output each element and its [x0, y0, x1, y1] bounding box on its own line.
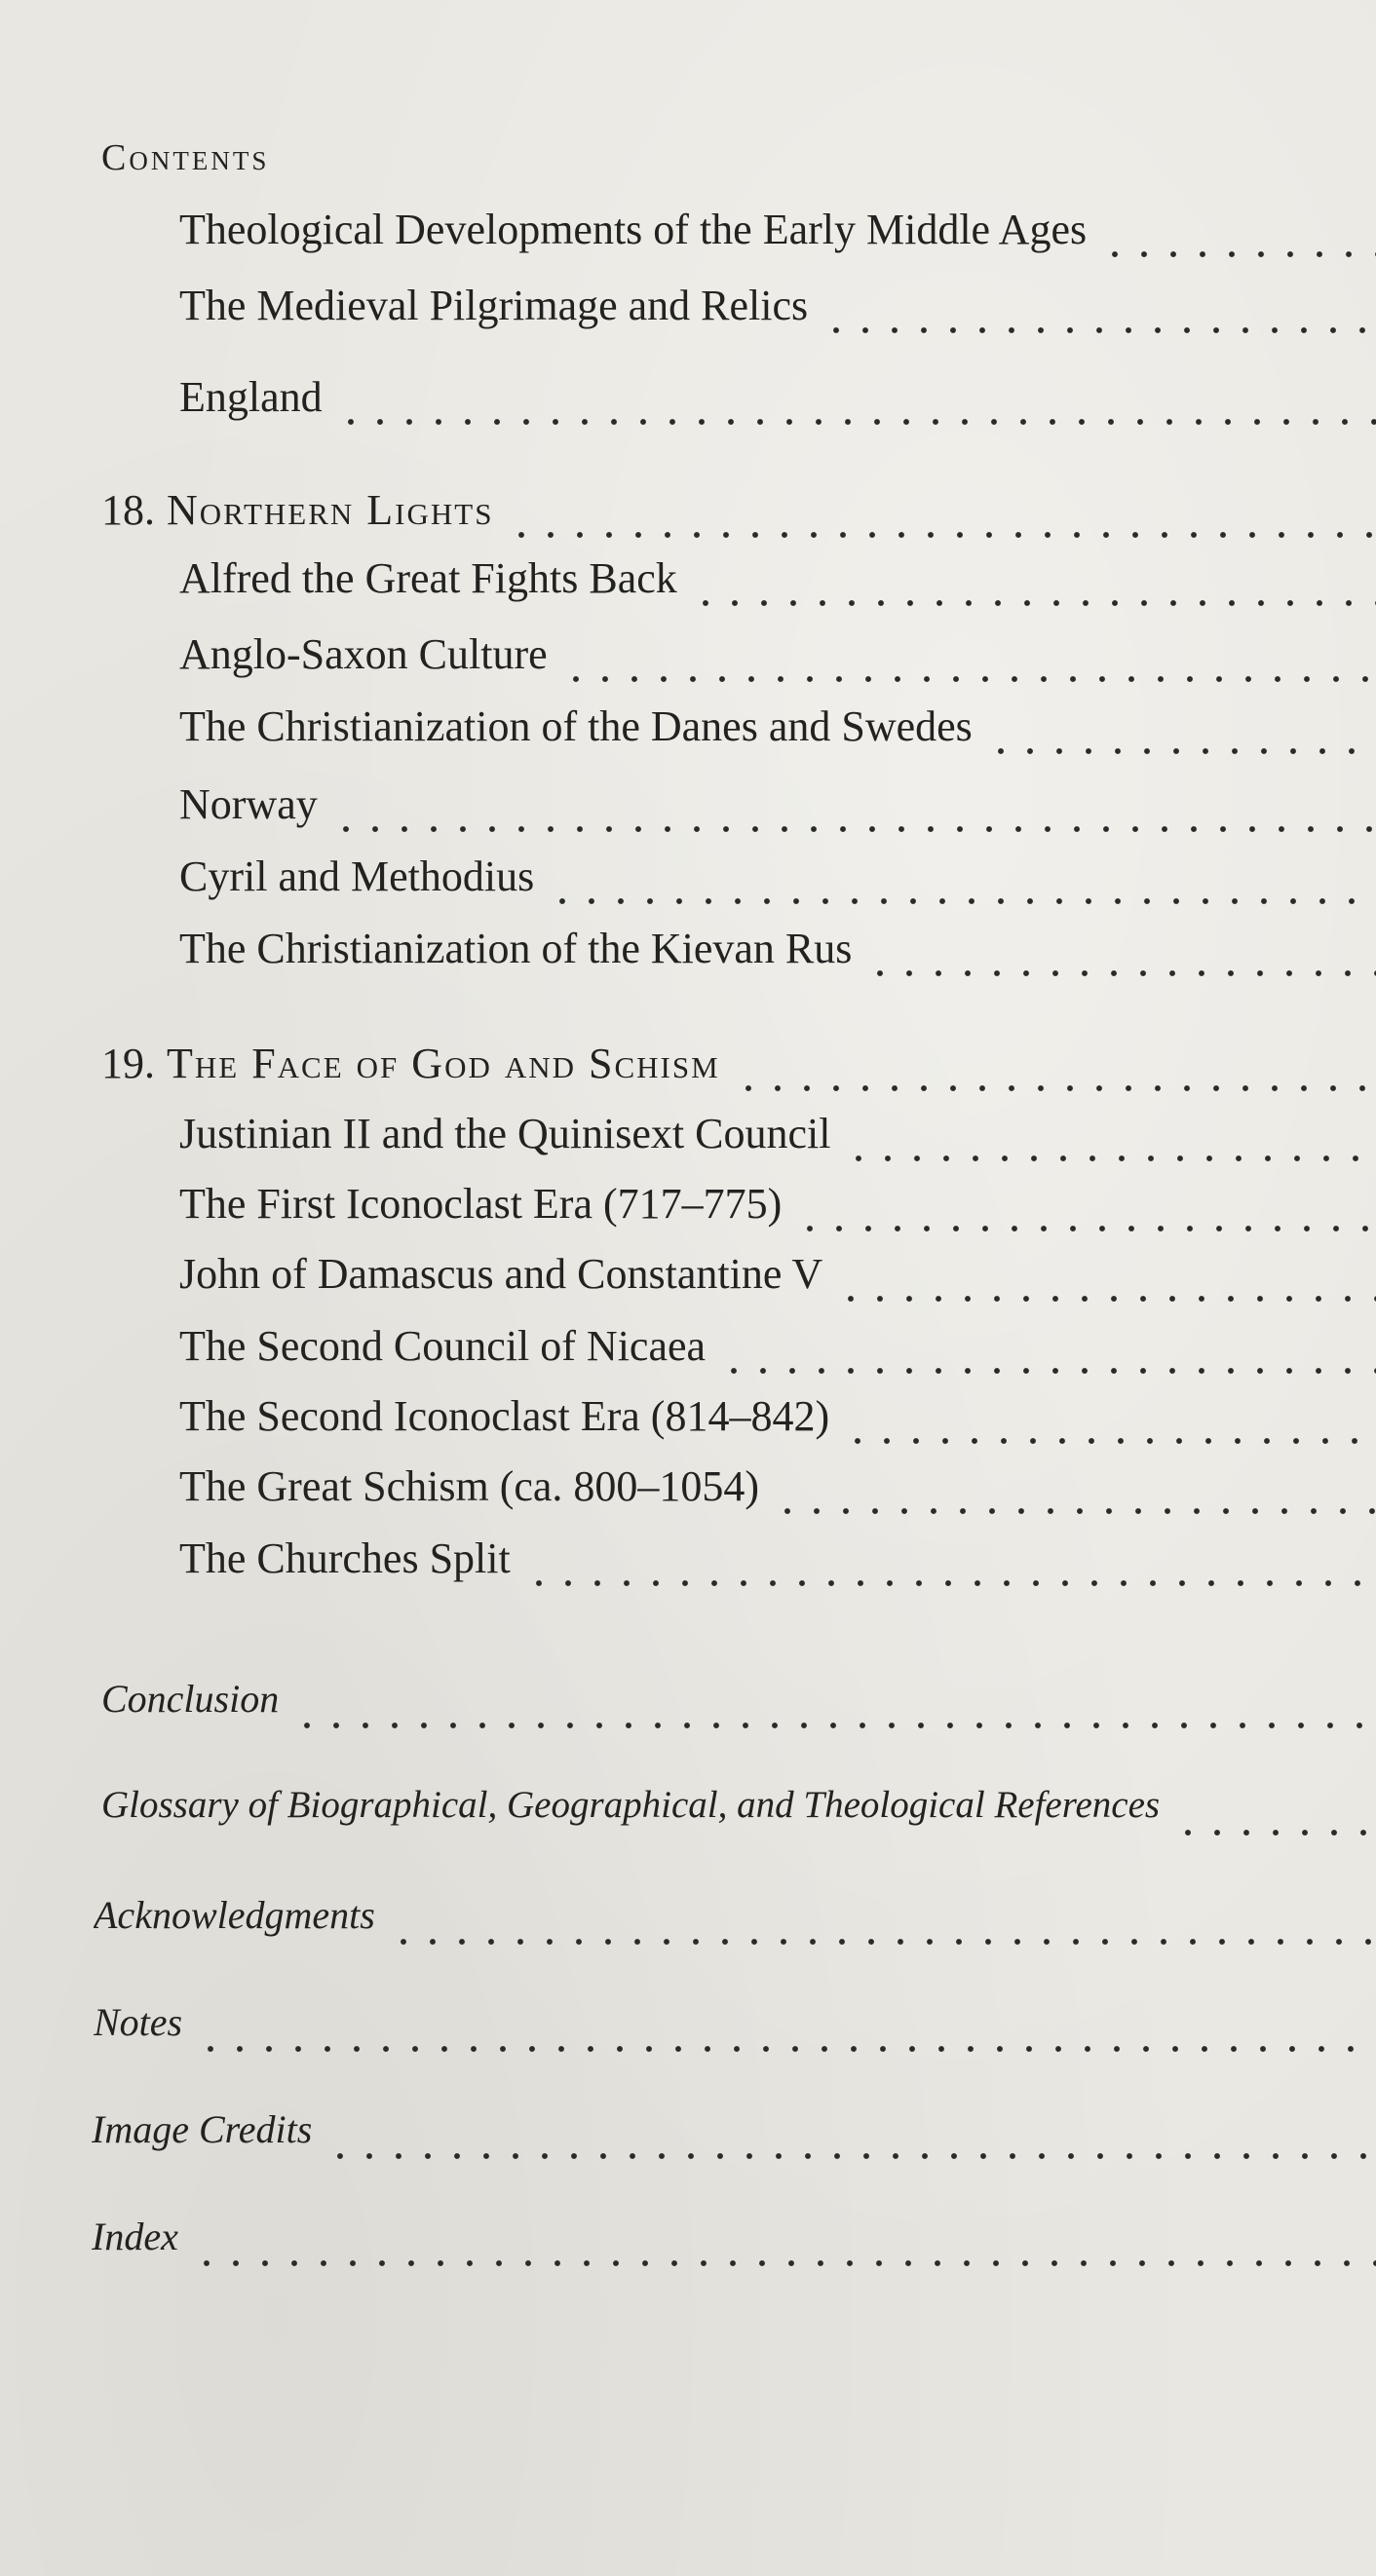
toc-back-matter: [101, 1676, 1376, 1744]
toc-entry-title: Justinian II and the Quinisext Council: [179, 1110, 831, 1157]
chapter-title: The Face of God and Schism: [167, 1040, 720, 1087]
toc-entry-title: England: [179, 373, 323, 421]
toc-chapter: [101, 1039, 1376, 1107]
chapter-number: 18.: [101, 486, 155, 534]
toc-entry-title: The Second Iconoclast Era (814–842): [179, 1392, 830, 1440]
dot-leader: [822, 325, 1376, 335]
toc-entry-title: John of Damascus and Constantine V: [179, 1250, 823, 1298]
dot-leader: [865, 968, 1376, 978]
toc-subentry: [179, 701, 1376, 770]
toc-back-matter: [94, 1892, 1376, 1960]
running-head: Contents: [101, 137, 270, 178]
dot-leader: [773, 1506, 1376, 1516]
toc-subentry: [179, 1249, 1376, 1317]
toc-entry-title: The Christianization of the Danes and Swedes: [179, 702, 973, 750]
toc-subentry: [179, 1321, 1376, 1389]
toc-entry-title: The Second Council of Nicaea: [179, 1322, 707, 1370]
dot-leader: [196, 2044, 1376, 2054]
toc-back-matter: [101, 1783, 1376, 1851]
toc-subentry: [179, 1391, 1376, 1459]
dot-leader: [836, 1294, 1376, 1304]
toc-subentry: [179, 205, 1376, 273]
toc-entry-title: Alfred the Great Fights Back: [179, 554, 677, 602]
chapter-number: 19.: [101, 1040, 155, 1087]
toc-entry-title: The Churches Split: [179, 1534, 511, 1582]
toc-entry-title: Conclusion: [101, 1677, 280, 1721]
dot-leader: [986, 746, 1376, 756]
dot-leader: [336, 417, 1376, 427]
toc-chapter: [101, 485, 1376, 553]
dot-leader: [325, 2151, 1376, 2161]
toc-entry-title: The Christianization of the Kievan Rus: [179, 925, 853, 972]
dot-leader: [844, 1154, 1376, 1163]
toc-back-matter: [92, 2214, 1376, 2282]
toc-subentry: [179, 372, 1376, 440]
dot-leader: [389, 1937, 1376, 1947]
dot-leader: [292, 1721, 1376, 1730]
toc-subentry: [179, 553, 1376, 622]
toc-entry-title: Notes: [94, 2000, 183, 2044]
dot-leader: [1173, 1828, 1376, 1837]
dot-leader: [795, 1224, 1376, 1233]
toc-entry-title: Index: [92, 2215, 178, 2258]
dot-leader: [507, 530, 1376, 540]
dot-leader: [331, 824, 1376, 834]
toc-entry-title: Cyril and Methodius: [179, 852, 535, 900]
toc-subentry: [179, 629, 1376, 698]
toc-entry-title: The Great Schism (ca. 800–1054): [179, 1462, 760, 1510]
toc-entry-title: Acknowledgments: [94, 1893, 375, 1937]
toc-entry-title: Norway: [179, 780, 318, 828]
dot-leader: [734, 1083, 1376, 1093]
toc-entry-title: Glossary of Biographical, Geographical, and Theological References: [101, 1784, 1161, 1826]
toc-back-matter: [92, 2106, 1376, 2175]
toc-subentry: [179, 1534, 1376, 1602]
toc-entry-title: Image Credits: [92, 2107, 313, 2151]
toc-entry-title: The First Iconoclast Era (717–775): [179, 1180, 783, 1228]
dot-leader: [691, 598, 1376, 608]
toc-subentry: [179, 1109, 1376, 1177]
toc-back-matter: [94, 1999, 1376, 2067]
toc-subentry: [179, 779, 1376, 848]
toc-entry-title: Anglo-Saxon Culture: [179, 630, 548, 678]
toc-entry-title: Theological Developments of the Early Middle Ages: [179, 206, 1088, 253]
toc-subentry: [179, 1179, 1376, 1247]
toc-subentry: [179, 1461, 1376, 1530]
toc-entry-title: The Medieval Pilgrimage and Relics: [179, 282, 809, 329]
chapter-title: Northern Lights: [167, 486, 494, 534]
dot-leader: [524, 1578, 1376, 1588]
toc-subentry: [179, 281, 1376, 349]
toc-subentry: [179, 852, 1376, 920]
dot-leader: [548, 896, 1376, 906]
dot-leader: [561, 674, 1376, 684]
dot-leader: [843, 1436, 1376, 1446]
dot-leader: [719, 1366, 1376, 1376]
dot-leader: [1100, 249, 1376, 259]
toc-subentry: [179, 924, 1376, 992]
dot-leader: [192, 2258, 1376, 2268]
